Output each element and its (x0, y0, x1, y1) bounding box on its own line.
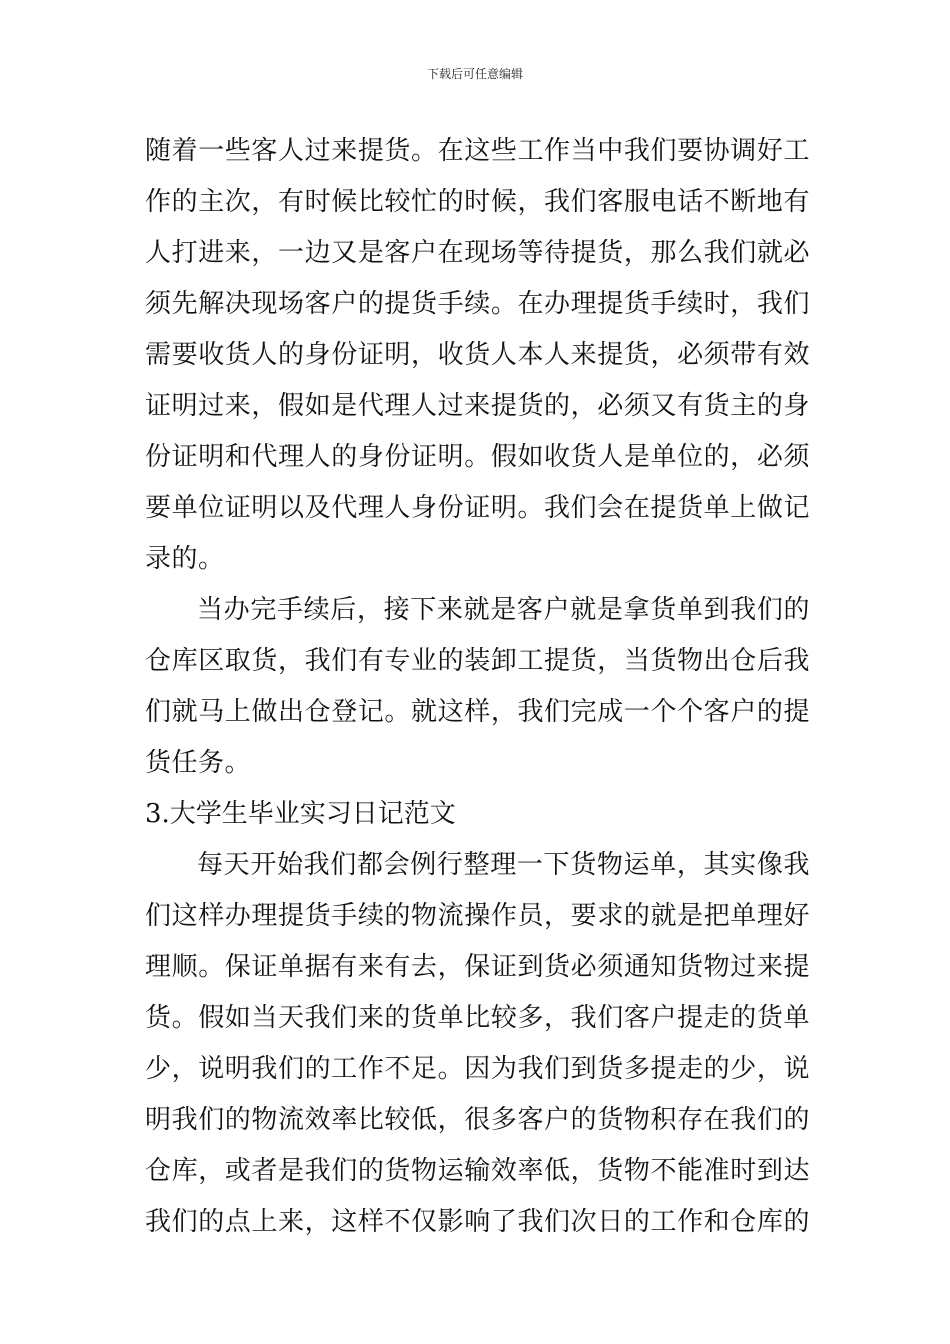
document-body (145, 126, 810, 1248)
paragraph (145, 585, 810, 789)
page-header: 下载后可任意编辑 (426, 67, 523, 81)
text-line: 理顺。保证单据有来有去，保证到货必须通知货物过来提 (145, 952, 810, 982)
text-line: 当办完手续后，接下来就是客户就是拿货单到我们的 (197, 595, 810, 625)
text-line: 证明过来，假如是代理人过来提货的，必须又有货主的身 (145, 391, 810, 421)
text-line: 每天开始我们都会例行整理一下货物运单，其实像我 (197, 850, 810, 880)
text-line: 我们的点上来，这样不仅影响了我们次日的工作和仓库的 (145, 1207, 810, 1237)
section-heading (145, 789, 810, 840)
text-line: 少，说明我们的工作不足。因为我们到货多提走的少，说 (145, 1054, 810, 1084)
heading-text: 3.大学生毕业实习日记范文 (145, 799, 456, 829)
paragraph (145, 126, 810, 585)
text-line: 们就马上做出仓登记。就这样，我们完成一个个客户的提 (145, 697, 810, 727)
text-line: 作的主次，有时候比较忙的时候，我们客服电话不断地有 (145, 187, 810, 217)
text-line: 需要收货人的身份证明，收货人本人来提货，必须带有效 (145, 340, 810, 370)
text-line: 须先解决现场客户的提货手续。在办理提货手续时，我们 (145, 289, 810, 319)
text-line: 份证明和代理人的身份证明。假如收货人是单位的，必须 (145, 442, 810, 472)
text-line: 们这样办理提货手续的物流操作员，要求的就是把单理好 (145, 901, 810, 931)
text-line: 仓库区取货，我们有专业的装卸工提货，当货物出仓后我 (145, 646, 810, 676)
text-line: 录的。 (145, 544, 225, 574)
text-line: 要单位证明以及代理人身份证明。我们会在提货单上做记 (145, 493, 810, 523)
text-line: 明我们的物流效率比较低，很多客户的货物积存在我们的 (145, 1105, 810, 1135)
text-line: 货任务。 (145, 748, 252, 778)
text-line: 货。假如当天我们来的货单比较多，我们客户提走的货单 (145, 1003, 810, 1033)
text-line: 仓库，或者是我们的货物运输效率低，货物不能准时到达 (145, 1156, 810, 1186)
text-line: 随着一些客人过来提货。在这些工作当中我们要协调好工 (145, 136, 810, 166)
paragraph (145, 840, 810, 1248)
text-line: 人打进来，一边又是客户在现场等待提货，那么我们就必 (145, 238, 810, 268)
